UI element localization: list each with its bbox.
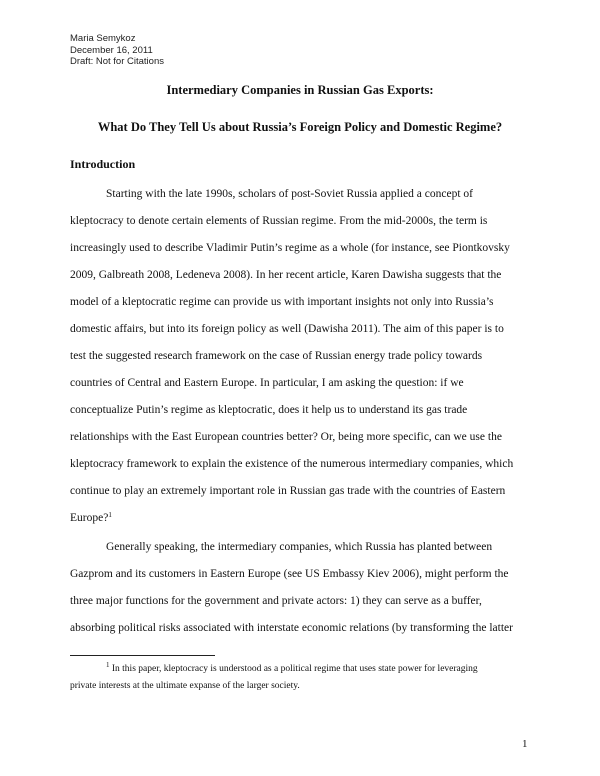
author-name: Maria Semykoz: [70, 33, 136, 44]
page-header: [70, 33, 164, 68]
body-line: kleptocracy to denote certain elements of Russian regime. From the mid-2000s, the term is: [70, 215, 488, 227]
footnote-line-1: [106, 663, 478, 675]
body-line: relationships with the East European countries better? Or, being more specific, can we use the: [70, 431, 502, 443]
body-line: domestic affairs, but into its foreign policy as well (Dawisha 2011). The aim of this paper is to: [70, 323, 504, 335]
title-line-2: What Do They Tell Us about Russia’s Foreign Policy and Domestic Regime?: [97, 120, 503, 134]
body-line: continue to play an extremely important role in Russian gas trade with the countries of Eastern: [70, 485, 506, 497]
body-line: Starting with the late 1990s, scholars of post-Soviet Russia applied a concept of: [106, 188, 473, 200]
footnote-number: 1: [106, 661, 110, 669]
body-line: 2009, Galbreath 2008, Ledeneva 2008). In her recent article, Karen Dawisha suggests that the: [70, 269, 502, 281]
body-line: kleptocracy framework to explain the existence of the numerous intermediary companies, which: [70, 458, 514, 470]
body-line: test the suggested research framework on the case of Russian energy trade policy towards: [70, 350, 483, 362]
body-line-with-footnote: [70, 511, 112, 525]
body-line-text: Europe?: [70, 512, 109, 524]
body-line: conceptualize Putin’s regime as kleptocratic, does it help us to understand its gas trade: [70, 404, 468, 416]
page-number: 1: [522, 738, 528, 750]
body-line: three major functions for the government and private actors: 1) they can serve as a buffer,: [70, 595, 482, 607]
body-line: increasingly used to describe Vladimir Putin’s regime as a whole (for instance, see Piontkovsky: [70, 242, 510, 254]
draft-note: Draft: Not for Citations: [70, 56, 164, 67]
title-line-1: Intermediary Companies in Russian Gas Exports:: [166, 83, 434, 97]
footnote-line-2: private interests at the ultimate expanse of the larger society.: [70, 681, 300, 691]
body-line: countries of Central and Eastern Europe. In particular, I am asking the question: if we: [70, 377, 464, 389]
footnote-separator: [70, 655, 215, 656]
body-line: Generally speaking, the intermediary companies, which Russia has planted between: [106, 541, 493, 553]
body-line: absorbing political risks associated with interstate economic relations (by transforming the latter: [70, 622, 513, 634]
body-line: model of a kleptocratic regime can provide us with important insights not only into Russia’s: [70, 296, 494, 308]
footnote-text: In this paper, kleptocracy is understood as a political regime that uses state power for leveraging: [111, 664, 478, 674]
body-line: Gazprom and its customers in Eastern Europe (see US Embassy Kiev 2006), might perform the: [70, 568, 509, 580]
footnote-reference: 1: [108, 511, 112, 519]
draft-date: December 16, 2011: [70, 44, 153, 56]
section-heading: Introduction: [70, 157, 136, 171]
